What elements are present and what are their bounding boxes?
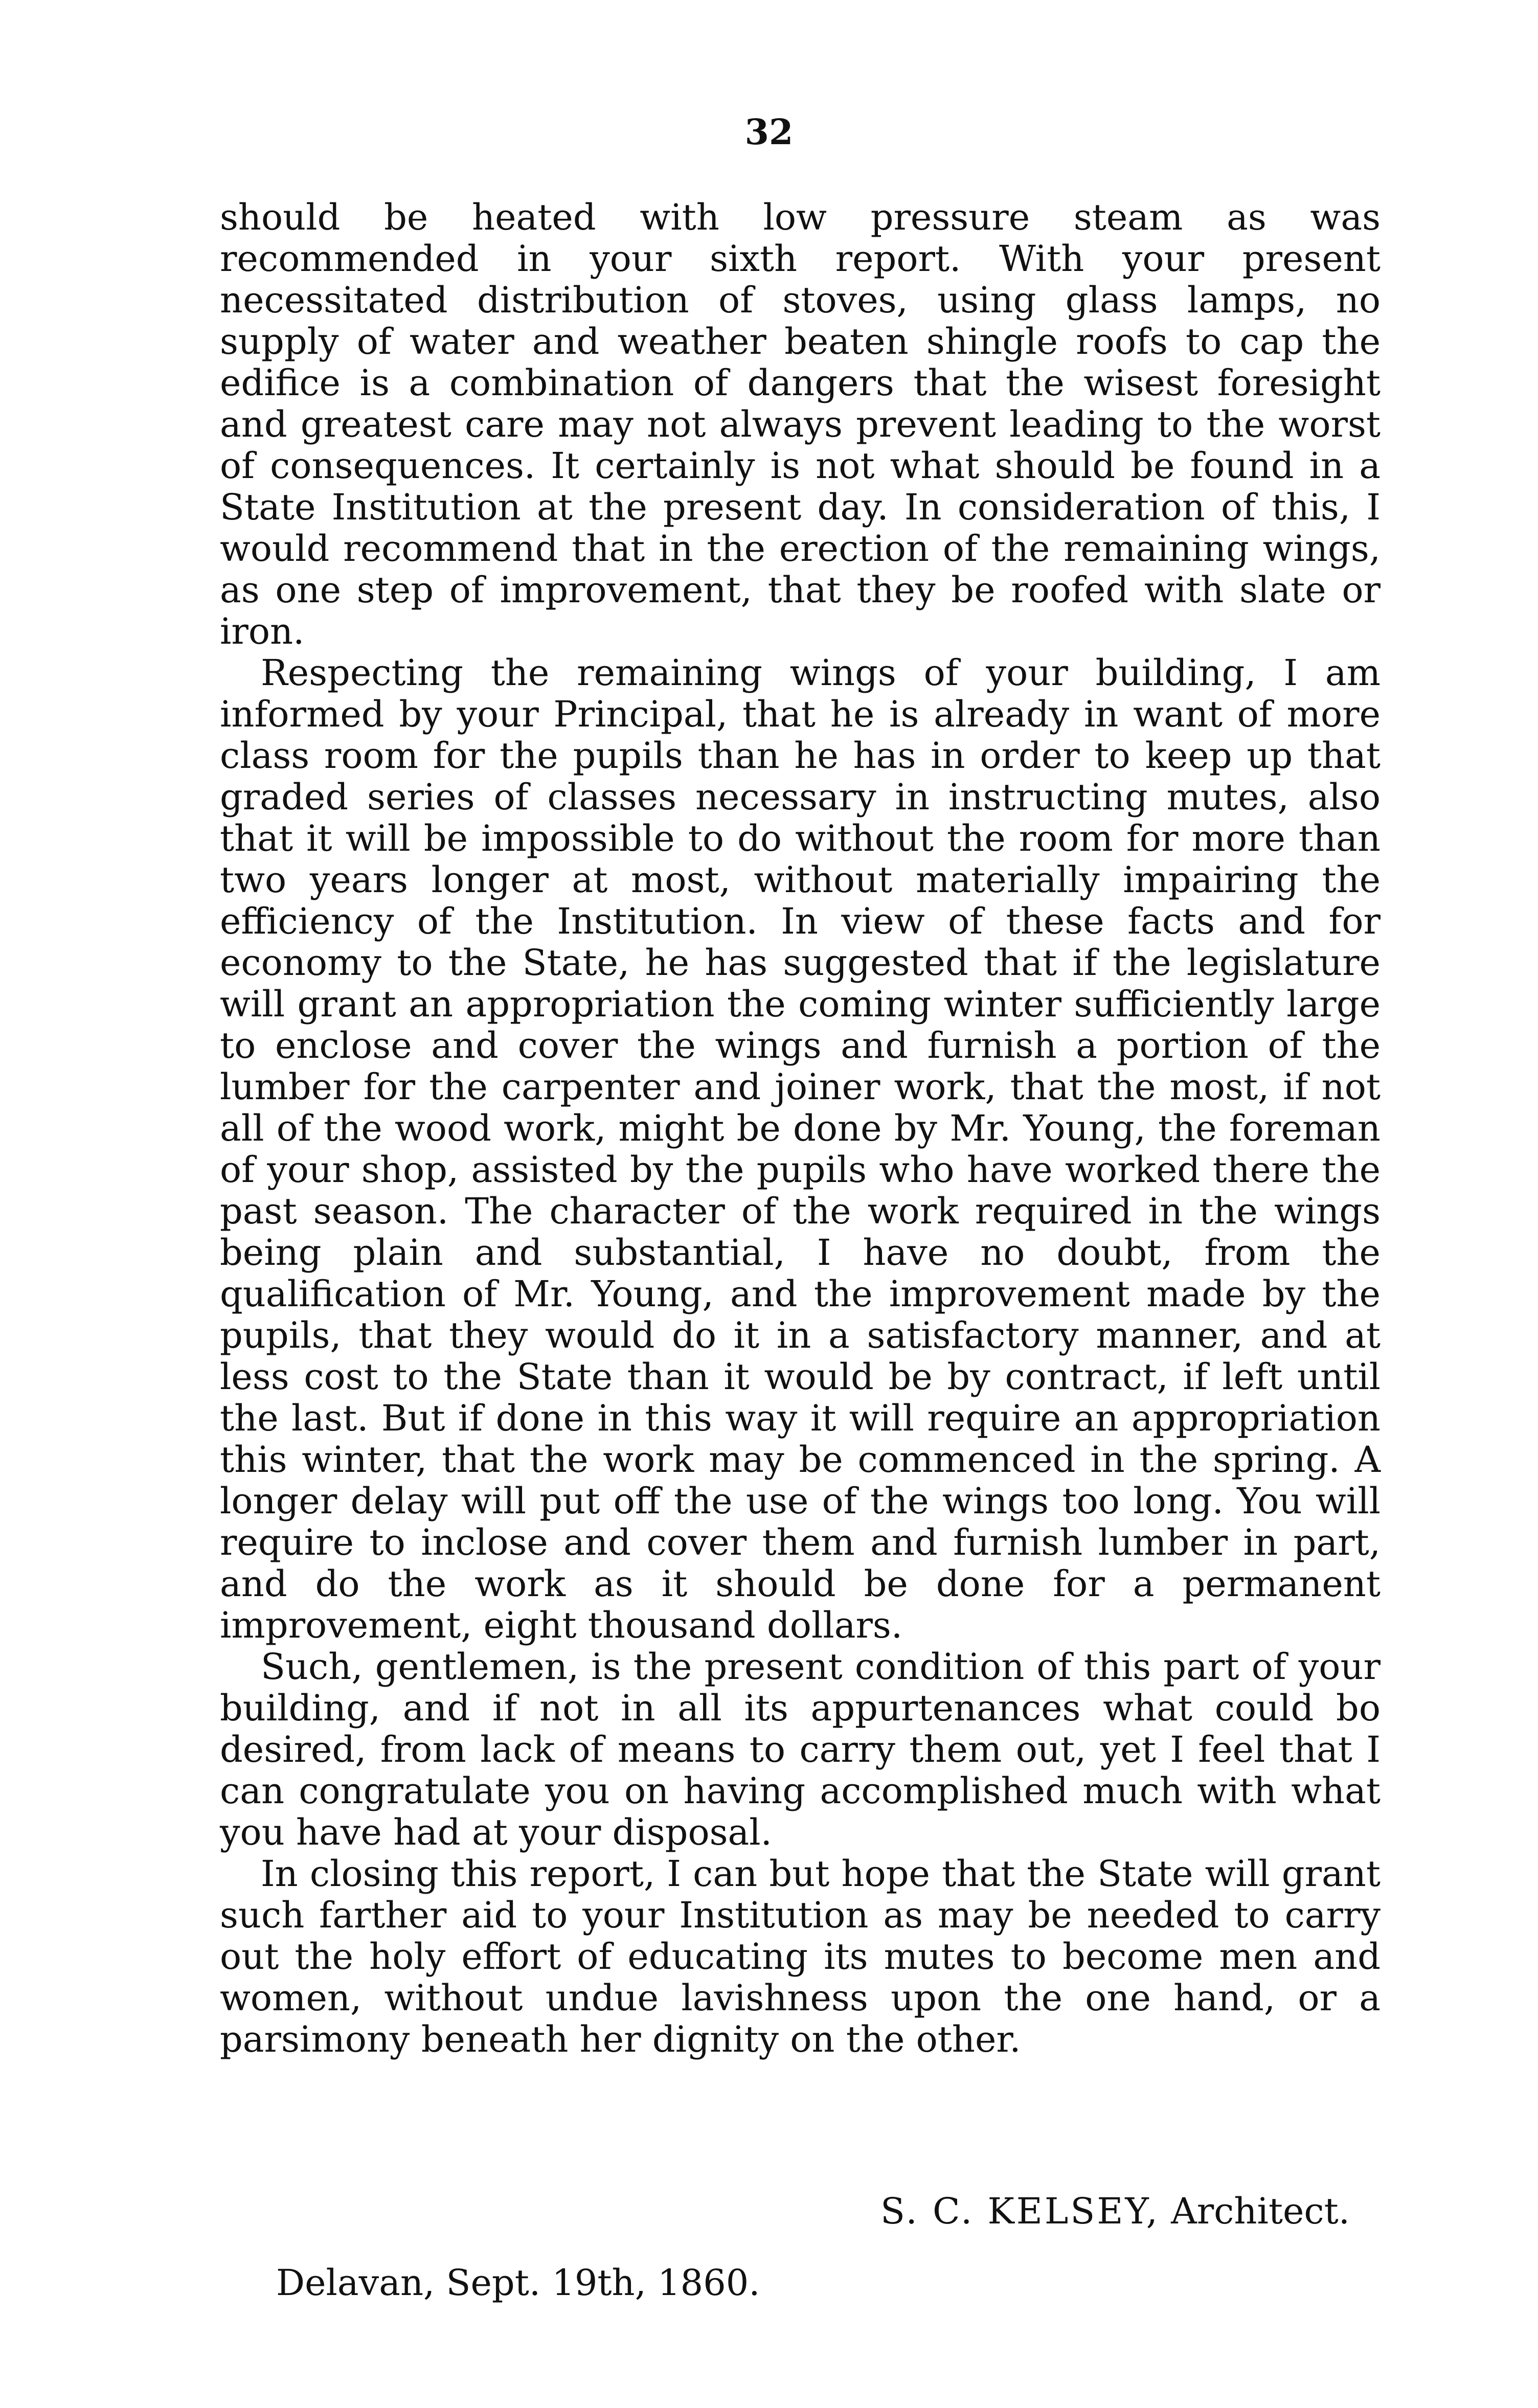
report-body [220,197,1381,2060]
dateline: Delavan, Sept. 19th, 1860. [276,2262,760,2304]
paragraph-heating-continuation: should be heated with low pressure steam as was recommended in your sixth report. With your present necessitated distribution of stoves, using glass lamps, no supply of water and weather beaten shingle roofs to cap the edifice is a combination of dangers that the wisest foresight and greatest care may not always prevent leading to the worst of consequences. It certainly is not what should be found in a State Institution at the present day. In consideration of this, I would recommend that in the erection of the remaining wings, as one step of improvement, that they be roofed with slate or iron. [220,196,1381,652]
signature-title: Architect. [1171,2190,1350,2232]
page-number: 32 [744,112,794,153]
signature-block [798,2190,1350,2232]
paragraph-present-condition: Such, gentlemen, is the present condition of this part of your building, and if not in all its appurtenances what could bo desired, from lack of means to carry them out, yet I feel that I can congratulate you on having accomplished much with what you have had at your disposal. [220,1646,1381,1853]
signature-name: S. C. KELSEY, [880,2190,1160,2232]
paragraph-remaining-wings: Respecting the remaining wings of your building, I am informed by your Principal, that he is already in want of more class room for the pupils than he has in order to keep up that graded series of classes necessary in instructing mutes, also that it will be impossible to do without the room for more than two years longer at most, without materially impairing the efficiency of the Institution. In view of these facts and for economy to the State, he has suggested that if the legislature will grant an appropriation the coming winter sufficiently large to enclose and cover the wings and furnish a portion of the lumber for the carpenter and joiner work, that the most, if not all of the wood work, might be done by Mr. Young, the foreman of your shop, assisted by the pupils who have worked there the past season. The character of the work required in the wings being plain and substantial, I have no doubt, from the qualification of Mr. Young, and the improvement made by the pupils, that they would do it in a satisfactory manner, and at less cost to the State than it would be by contract, if left until the last. But if done in this way it will require an appropriation this winter, that the work may be commenced in the spring. A longer delay will put off the use of the wings too long. You will require to inclose and cover them and furnish lumber in part, and do the work as it should be done for a permanent improvement, eight thousand dollars. [220,652,1381,1646]
paragraph-closing: In closing this report, I can but hope that the State will grant such farther aid to your Institution as may be needed to carry out the holy effort of educating its mutes to become men and women, without undue lavishness upon the one hand, or a parsimony beneath her dignity on the other. [220,1853,1381,2060]
